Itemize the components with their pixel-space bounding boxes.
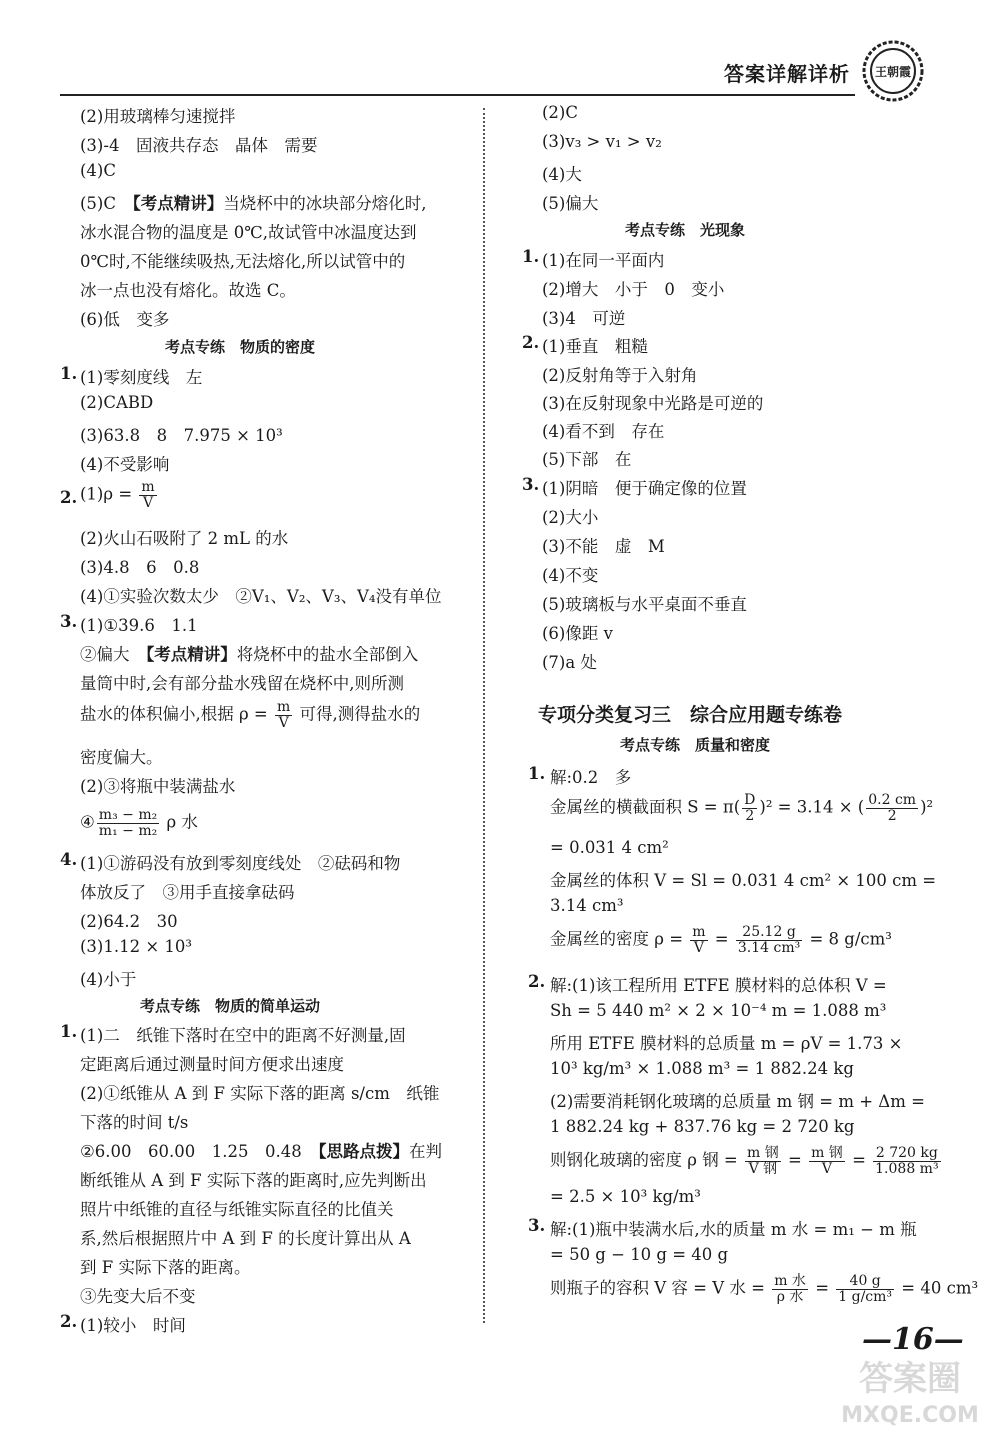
line: (3)v₃ > v₁ > v₂: [542, 132, 662, 151]
question-number: 3.: [60, 612, 78, 631]
line: 量筒中时,会有部分盐水残留在烧杯中,则所测: [80, 674, 404, 693]
line: (3)在反射现象中光路是可逆的: [542, 394, 764, 413]
line: (4)大: [542, 165, 582, 184]
line: (1)零刻度线 左: [80, 368, 203, 387]
line: 0℃时,不能继续吸热,无法熔化,所以试管中的: [80, 252, 406, 271]
line: (3)4 可逆: [542, 309, 626, 328]
line: (6)低 变多: [80, 310, 170, 329]
line: 照片中纸锥的直径与纸锥实际直径的比值关: [80, 1200, 394, 1219]
line: 冰一点也没有熔化。故选 C。: [80, 281, 296, 300]
line: = 50 g − 10 g = 40 g: [550, 1245, 729, 1264]
formula-line: ④ $\frac{\text{m₃ − m₂}}{\text{m₁ − m₂}}$ ρ 水: [80, 807, 198, 839]
question-number: 3.: [522, 475, 540, 494]
line: 系,然后根据照片中 A 到 F 的长度计算出从 A: [80, 1229, 411, 1248]
formula-line: 盐水的体积偏小,根据 ρ = $\frac{m}{V}$ 可得,测得盐水的: [80, 699, 421, 731]
line: (4)看不到 存在: [542, 422, 665, 441]
question-number: 1.: [528, 764, 546, 783]
header-title: 答案详解详析: [724, 62, 850, 86]
line: 断纸锥从 A 到 F 实际下落的距离时,应先判断出: [80, 1171, 427, 1190]
line: (1)在同一平面内: [542, 251, 665, 270]
section-heading: 考点专练 质量和密度: [620, 736, 771, 754]
question-number: 1.: [60, 1022, 78, 1041]
line: (3)不能 虚 M: [542, 537, 665, 556]
line: (4)小于: [80, 970, 137, 989]
line: (5)C 【考点精讲】当烧杯中的冰块部分熔化时,: [80, 194, 427, 213]
line: 到 F 实际下落的距离。: [80, 1258, 251, 1277]
line: (1)①39.6 1.1: [80, 616, 198, 635]
line: 解:(1)该工程所用 ETFE 膜材料的总体积 V =: [550, 976, 887, 995]
question-number: 1.: [60, 364, 78, 383]
question-number: 2.: [60, 488, 78, 507]
line: (2)增大 小于 0 变小: [542, 280, 725, 299]
line: 解:(1)瓶中装满水后,水的质量 m 水 = m₁ − m 瓶: [550, 1220, 917, 1239]
line: (6)像距 v: [542, 624, 613, 643]
line: 密度偏大。: [80, 748, 163, 767]
logo-text: 王朝霞: [874, 65, 912, 79]
question-number: 2.: [528, 972, 546, 991]
chapter-title: 专项分类复习三 综合应用题专练卷: [538, 704, 843, 726]
brand-logo-icon: [862, 40, 924, 102]
line: 10³ kg/m³ × 1.088 m³ = 1 882.24 kg: [550, 1059, 854, 1078]
question-number: 1.: [522, 247, 540, 266]
line: (1)垂直 粗糙: [542, 337, 648, 356]
line: 定距离后通过测量时间方便求出速度: [80, 1055, 344, 1074]
line: 所用 ETFE 膜材料的总质量 m = ρV = 1.73 ×: [550, 1034, 903, 1053]
line: (5)下部 在: [542, 450, 632, 469]
line: (2)火山石吸附了 2 mL 的水: [80, 529, 289, 548]
watermark-text: 答案圈: [859, 1359, 961, 1399]
line: ②6.00 60.00 1.25 0.48 【思路点拨】在判: [80, 1142, 442, 1161]
line: (2)③将瓶中装满盐水: [80, 777, 236, 796]
column-divider: [483, 108, 485, 1323]
line: (7)a 处: [542, 653, 597, 672]
line: (4)C: [80, 161, 116, 180]
line: (3)-4 固液共存态 晶体 需要: [80, 136, 318, 155]
formula-line: (1)ρ = $\frac{m}{V}$: [80, 479, 155, 511]
question-number: 2.: [522, 333, 540, 352]
formula-line: 金属丝的密度 ρ = $\frac{m}{V}$ = $\frac{25.12 g}{\text{3.14 cm³}}$ = 8 g/cm³: [550, 924, 892, 956]
line: (2)用玻璃棒匀速搅拌: [80, 107, 236, 126]
line: (2)①纸锥从 A 到 F 实际下落的距离 s/cm 纸锥: [80, 1084, 440, 1103]
line: 解:0.2 多: [550, 768, 632, 787]
line: (1)二 纸锥下落时在空中的距离不好测量,固: [80, 1026, 406, 1045]
question-number: 2.: [60, 1312, 78, 1331]
line: 下落的时间 t/s: [80, 1113, 189, 1132]
line: (3)1.12 × 10³: [80, 937, 193, 956]
line: (2)大小: [542, 508, 599, 527]
line: 金属丝的体积 V = Sl = 0.031 4 cm² × 100 cm =: [550, 871, 937, 890]
formula-line: 则钢化玻璃的密度 ρ 钢 = $\frac{\text{m 钢}}{\text{V 钢}}$ = $\frac{\text{m 钢}}{V}$ = $\frac{2 720 kg}{\text{1.088 m³}}$: [550, 1145, 939, 1177]
line: ②偏大 【考点精讲】将烧杯中的盐水全部倒入: [80, 645, 419, 664]
formula-line: 金属丝的横截面积 S = π( $\frac{D}{2}$ )² = 3.14 × ( $\frac{0.2 cm}{2}$ )²: [550, 792, 934, 824]
question-number: 3.: [528, 1216, 546, 1235]
line: (4)不变: [542, 566, 599, 585]
line: (2)C: [542, 103, 578, 122]
line: (1)①游码没有放到零刻度线处 ②砝码和物: [80, 854, 401, 873]
line: (4)①实验次数太少 ②V₁、V₂、V₃、V₄没有单位: [80, 587, 442, 606]
line: (2)反射角等于入射角: [542, 366, 698, 385]
line: (5)玻璃板与水平桌面不垂直: [542, 595, 747, 614]
line: (2)64.2 30: [80, 912, 178, 931]
line: (3)63.8 8 7.975 × 10³: [80, 426, 283, 445]
line: ③先变大后不变: [80, 1287, 196, 1306]
line: 体放反了 ③用手直接拿砝码: [80, 883, 295, 902]
line: (4)不受影响: [80, 455, 170, 474]
line: (2)需要消耗钢化玻璃的总质量 m 钢 = m + Δm =: [550, 1092, 925, 1111]
line: (3)4.8 6 0.8: [80, 558, 200, 577]
line: Sh = 5 440 m² × 2 × 10⁻⁴ m = 1.088 m³: [550, 1001, 887, 1020]
header-rule: [60, 94, 855, 96]
line: (5)偏大: [542, 194, 599, 213]
watermark-url: MXQE.COM: [841, 1403, 979, 1428]
section-heading: 考点专练 光现象: [625, 221, 746, 239]
section-heading: 考点专练 物质的简单运动: [140, 997, 321, 1015]
page-number: —16—: [862, 1322, 964, 1357]
line: (1)较小 时间: [80, 1316, 186, 1335]
line: (1)阴暗 便于确定像的位置: [542, 479, 747, 498]
watermark-logo-icon: [830, 1340, 990, 1430]
formula-line: 则瓶子的容积 V 容 = V 水 = $\frac{\text{m 水}}{\text{ρ 水}}$ = $\frac{40 g}{\text{1 g/cm³}}$ = 40 cm³: [550, 1273, 979, 1305]
line: 3.14 cm³: [550, 896, 624, 915]
line: 冰水混合物的温度是 0℃,故试管中冰温度达到: [80, 223, 417, 242]
line: = 0.031 4 cm²: [550, 838, 669, 857]
line: (2)CABD: [80, 393, 154, 412]
line: = 2.5 × 10³ kg/m³: [550, 1187, 701, 1206]
line: 1 882.24 kg + 837.76 kg = 2 720 kg: [550, 1117, 855, 1136]
question-number: 4.: [60, 850, 78, 869]
section-heading: 考点专练 物质的密度: [165, 338, 316, 356]
